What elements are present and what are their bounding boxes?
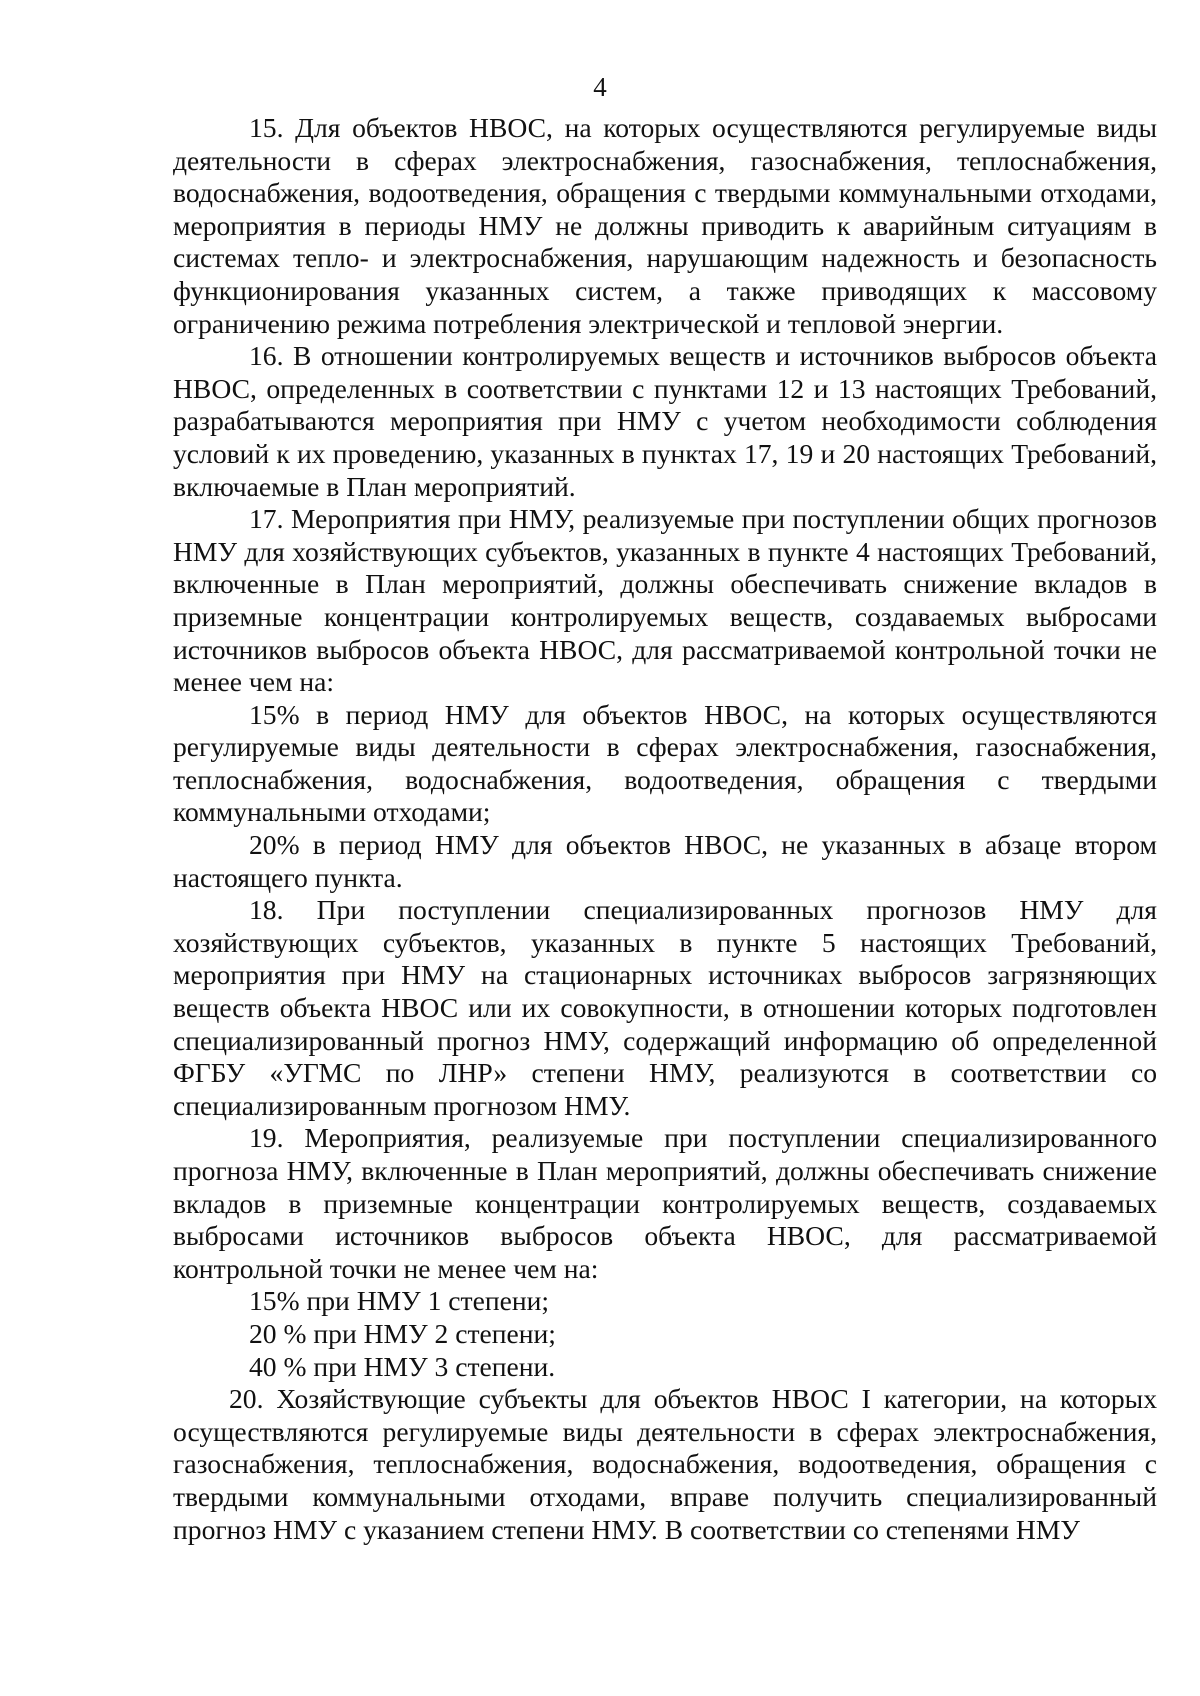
paragraph-19-item-degree-2: 20 % при НМУ 2 степени; xyxy=(249,1317,556,1349)
paragraph-19-item-degree-1: 15% при НМУ 1 степени; xyxy=(249,1285,550,1317)
paragraph-18: 18. При поступлении специализированных прогнозов НМУ для хозяйствующих субъектов, указанных в пункте 5 настоящих Требований, мероприятия при НМУ на стационарных источниках выбросов загрязняющих веществ объекта НВОС или их совокупности, в отношении которых подготовлен специализированный прогноз НМУ, содержащий информацию об определенной ФГБУ «УГМС по ЛНР» степени НМУ, реализуются в соответствии со специализированным прогнозом НМУ. xyxy=(173,894,1157,1121)
paragraph-19: 19. Мероприятия, реализуемые при поступлении специализированного прогноза НМУ, включенные в План мероприятий, должны обеспечивать снижение вкладов в приземные концентрации контролируемых веществ, создаваемых выбросами источников выбросов объекта НВОС, для рассматриваемой контрольной точки не менее чем на: xyxy=(173,1122,1157,1284)
document-body xyxy=(173,112,1157,1546)
paragraph-15: 15. Для объектов НВОС, на которых осуществляются регулируемые виды деятельности в сферах электроснабжения, газоснабжения, теплоснабжения, водоснабжения, водоотведения, обращения с твердыми коммунальными отходами, мероприятия в периоды НМУ не должны приводить к аварийным ситуациям в системах тепло- и электроснабжения, нарушающим надежность и безопасность функционирования указанных систем, а также приводящих к массовому ограничению режима потребления электрической и тепловой энергии. xyxy=(173,112,1157,339)
page-number: 4 xyxy=(593,72,607,102)
paragraph-19-item-degree-3: 40 % при НМУ 3 степени. xyxy=(249,1350,556,1382)
paragraph-17: 17. Мероприятия при НМУ, реализуемые при поступлении общих прогнозов НМУ для хозяйствующих субъектов, указанных в пункте 4 настоящих Требований, включенные в План мероприятий, должны обеспечивать снижение вкладов в приземные концентрации контролируемых веществ, создаваемых выбросами источников выбросов объекта НВОС, для рассматриваемой контрольной точки не менее чем на: xyxy=(173,503,1157,698)
paragraph-17-item-20-percent: 20% в период НМУ для объектов НВОС, не указанных в абзаце втором настоящего пункта. xyxy=(173,829,1157,893)
paragraph-16: 16. В отношении контролируемых веществ и источников выбросов объекта НВОС, определенных в соответствии с пунктами 12 и 13 настоящих Требований, разрабатываются мероприятия при НМУ с учетом необходимости соблюдения условий к их проведению, указанных в пунктах 17, 19 и 20 настоящих Требований, включаемые в План мероприятий. xyxy=(173,340,1157,502)
paragraph-17-item-15-percent: 15% в период НМУ для объектов НВОС, на которых осуществляются регулируемые виды деятельности в сферах электроснабжения, газоснабжения, теплоснабжения, водоснабжения, водоотведения, обращения с твердыми коммунальными отходами; xyxy=(173,698,1157,828)
paragraph-20: 20. Хозяйствующие субъекты для объектов НВОС I категории, на которых осуществляются регулируемые виды деятельности в сферах электроснабжения, газоснабжения, теплоснабжения, водоснабжения, водоотведения, обращения с твердыми коммунальными отходами, вправе получить специализированный прогноз НМУ с указанием степени НМУ. В соответствии со степенями НМУ xyxy=(173,1383,1157,1545)
